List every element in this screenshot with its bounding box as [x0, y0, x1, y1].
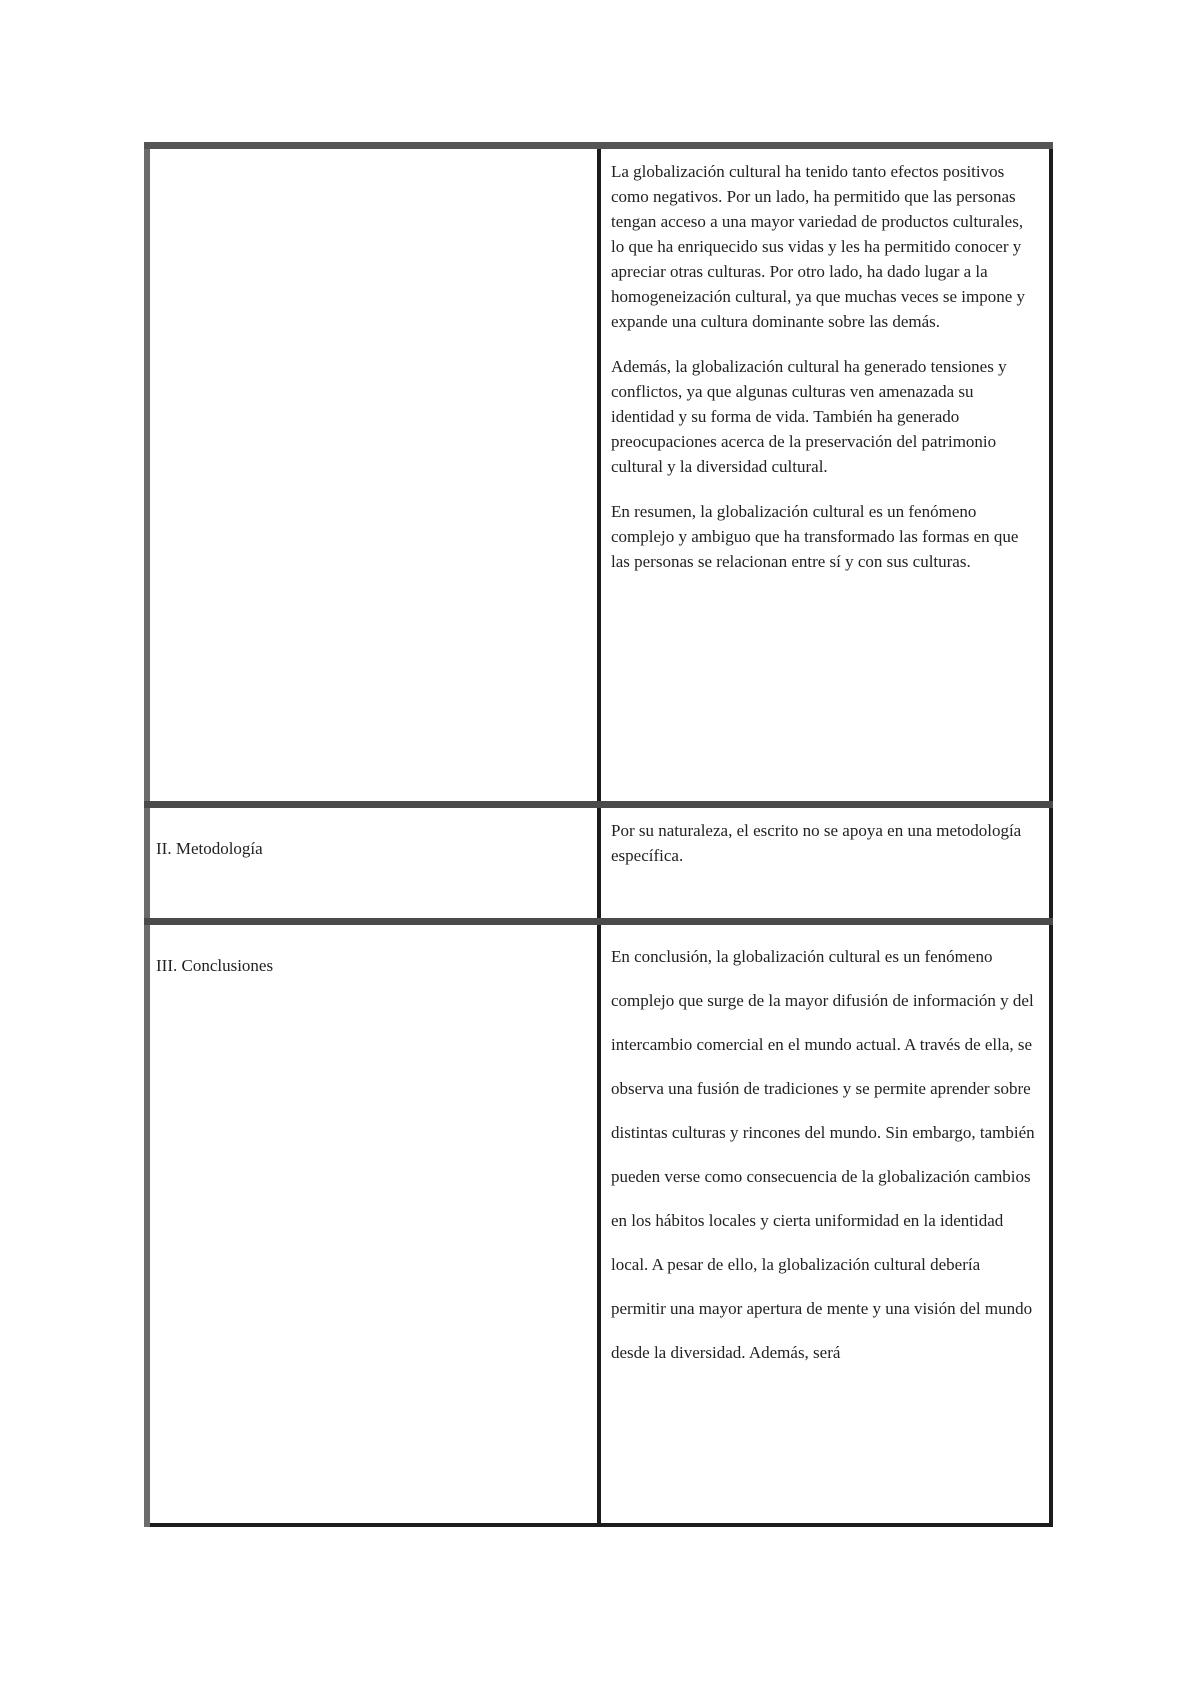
document-table — [144, 142, 1053, 1527]
paragraph: Además, la globalización cultural ha generado tensiones y conflictos, ya que algunas culturas ven amenazada su identidad y su forma de vida. También ha generado preocupaciones acerca de la preservación del patrimonio cultural y la diversidad cultural. — [611, 357, 1007, 476]
paragraph: En resumen, la globalización cultural es un fenómeno complejo y ambiguo que ha transformado las formas en que las personas se relacionan entre sí y con sus culturas. — [611, 502, 1019, 571]
section-label — [150, 149, 597, 179]
section-label-methodology: II. Metodología — [156, 839, 263, 858]
left-cell-methodology — [147, 805, 599, 922]
right-cell-body — [599, 146, 1051, 805]
paragraph: En conclusión, la globalización cultural es un fenómeno complejo que surge de la mayor difusión de información y del intercambio comercial en el mundo actual. A través de ella, se observa una fusión de tradiciones y se permite aprender sobre distintas culturas y rincones del mundo. Sin embargo, también pueden verse como consecuencia de la globalización cambios en los hábitos locales y cierta uniformidad en la identidad local. A pesar de ello, la globalización cultural debería permitir una mayor apertura de mente y una visión del mundo desde la diversidad. Además, será — [611, 947, 1035, 1362]
right-cell-methodology — [599, 805, 1051, 922]
table-row — [147, 146, 1051, 805]
table-row — [147, 805, 1051, 922]
right-cell-conclusions — [599, 922, 1051, 1526]
paragraph: La globalización cultural ha tenido tanto efectos positivos como negativos. Por un lado, ha permitido que las personas tengan acceso a una mayor variedad de productos culturales, lo que ha enriquecido sus vidas y les ha permitido conocer y apreciar otras culturas. Por otro lado, ha dado lugar a la homogeneización cultural, ya que muchas veces se impone y expande una cultura dominante sobre las demás. — [611, 162, 1025, 331]
left-cell-conclusions — [147, 922, 599, 1526]
left-cell-empty — [147, 146, 599, 805]
paragraph: Por su naturaleza, el escrito no se apoya en una metodología específica. — [611, 821, 1022, 865]
section-label-conclusions: III. Conclusiones — [156, 956, 274, 975]
table-row — [147, 922, 1051, 1526]
